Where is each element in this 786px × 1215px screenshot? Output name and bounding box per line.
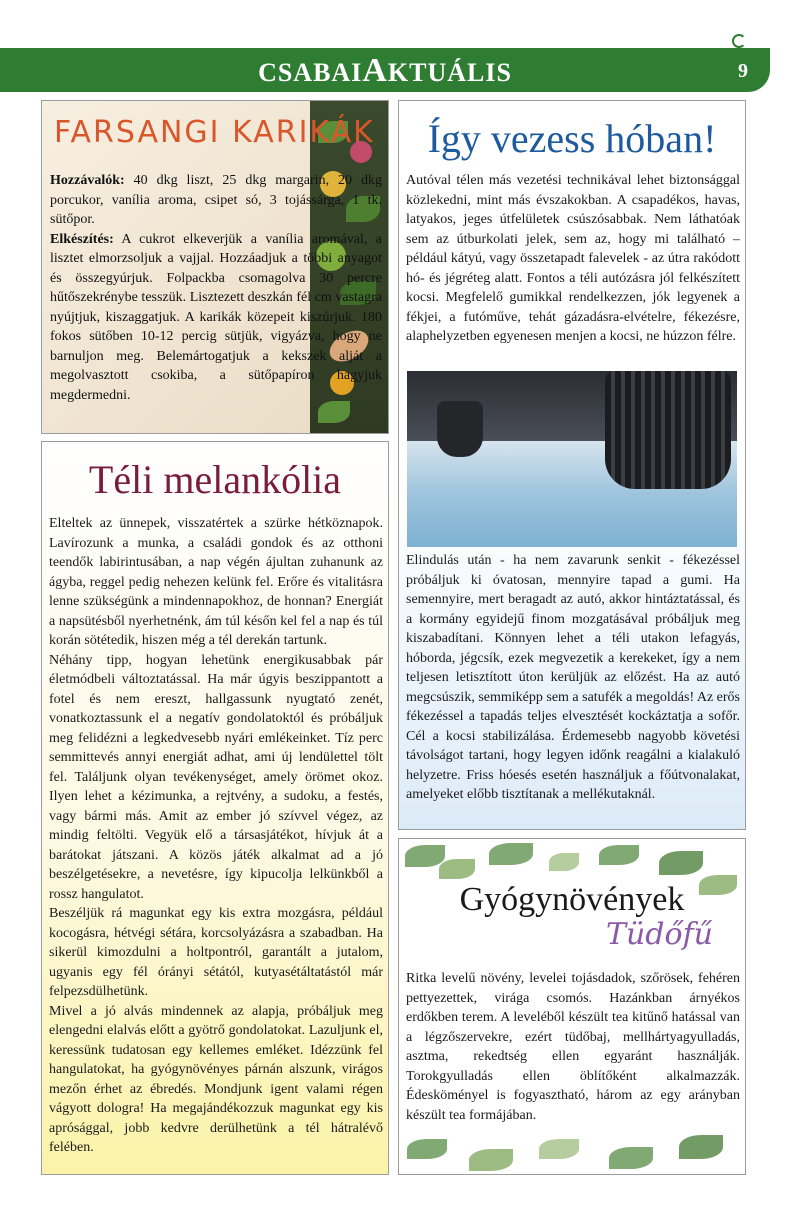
teli-paragraph: Mivel a jó alvás mindennek az alapja, próbáljuk meg elengedni elalvás előtt a gyötrő gondolatokat. Lazuljunk el, keressünk tudatosan egy kellemes emléket. Idézzünk fel hangulatokat, ha gyógynövényes párnán alszunk, virágos mezőn érhet az ébredés. Mondjunk igent valami régen vágyott dologra! Ha megajándékozzuk magunkat egy kis aprósággal, jobb kedvre derülhetünk a tél hátralévő felében. <box>49 1003 383 1155</box>
preparation-label: Elkészítés: <box>50 231 114 247</box>
title-part-1: CSABAI <box>258 58 363 87</box>
leaf-decoration <box>439 859 475 879</box>
vezess-text-1: Autóval télen más vezetési technikával lehet biztonsággal közlekedni, mint más évszakokban. A csapadékos, havas, latyakos, jeges útfelületek csúszósabbak. Nem láthatóak sem az útburkolati jelek, sem az, hogy mi található – például kátyú, vagy összetapadt falevelek - az útra rakódott hó- és jégréteg alatt. Fontos a téli autózásra jól felkészített kocsi. Megfelelő gumikkal rendelkezzen, jók legyenek a fékjei, a futóműve, tehát gázadásra-elvételre, fékezésre, alaphelyzetben egyenesen menjen a kocsi, ne húzzon félre. <box>406 173 740 344</box>
leaf-decoration <box>679 1135 723 1159</box>
ingredients-label: Hozzávalók: <box>50 173 125 188</box>
winter-tire <box>605 371 731 489</box>
vezess-text-2: Elindulás után - ha nem zavarunk senkit - fékezéssel próbáljuk ki óvatosan, mennyire tapad a gumi. Ha semennyire, mert beragadt az autó, akkor hintáztatással, és a kormány egyidejű finom mozgatásával próbáljuk meg kiszabadítani. Könnyen lehet a téli utakon lefagyás, hóborda, jégcsík, ezek megvezetik a kerekeket, így a nem teljesen letisztított úton kerüljük az előzést. Ha az autó megcsúszik, semmiképp sem a satufék a megoldás! Az erős fékezéssel a tapadás teljes elvesztését kockáztatja a sofőr. Cél a kocsi stabilizálása. Érdemesebb nagyobb követési távolságot tartani, hogy legyen időnk reagálni a kialakuló helyzetre. Friss hóesés esetén használjuk a főútvonalakat, amelyeket előbb tisztítanak a mellékutaknál. <box>406 553 740 802</box>
car-on-ice-image <box>407 371 737 547</box>
recipe-box <box>41 100 389 434</box>
swirl-icon <box>732 34 746 48</box>
leaf-decoration <box>405 845 445 867</box>
leaf-decoration <box>469 1149 513 1171</box>
title-part-3: KTUÁLIS <box>387 58 512 87</box>
vezess-hoban-box <box>398 100 746 830</box>
rear-tire <box>437 401 483 457</box>
teli-body <box>49 514 383 1158</box>
page-number: 9 <box>738 60 748 82</box>
recipe-title: FARSANGI KARIKÁK <box>54 115 375 150</box>
gyogy-subtitle: Tüdőfű <box>605 917 713 952</box>
leaf-decoration <box>539 1139 579 1159</box>
gyogy-body: Ritka levelű növény, levelei tojásdadok, szőrösek, fehéren pettyezettek, virága csomós. Hazánkban árnyékos erdőkben terem. A leveléből készült tea kitűnő hatással van a légzőszervekre, ezért tüdőbaj, mellhártyagyulladás, asztma, rekedtség ellen egyaránt használják. Torokgyulladás ellen öblítőként alkalmazzák. Édesköményel is fogyasztható, három az egy arányban készült tea formájában. <box>406 971 740 1123</box>
gyogynovenyek-box <box>398 838 746 1175</box>
leaf-decoration <box>659 851 703 875</box>
gyogy-title: Gyógynövények <box>459 881 685 918</box>
teli-paragraph: Néhány tipp, hogyan lehetünk energikusabbak pár életmódbeli változtatással. Ha már úgyis beszippantott a fotel és nem ereszt, hallgassunk nyugtató zenét, vonatkoztassunk el a negatív gondolatoktól és próbáljuk meg felidézni a legkedvesebb nyári emlékeinket. Tíz perc semmittevés annyi energiát adhat, ami új lendülettel tölt fel. Találjunk olyan tevékenységet, amely örömet okoz. Ilyen lehet a kézimunka, a rejtvény, a sudoku, a festés, vagy bármi más. Amit az ember jó szívvel végez, az mindig feltölti. Vegyük elő a társasjátékot, hívjuk át a barátokat játszani. A közös játék alkalmat ad a jó beszélgetésekre, a nevetésre, így kipucolja lelkünkből a rossz hangulatot. <box>49 652 383 902</box>
preparation-text: A cukrot elkeverjük a vanília aromával, a lisztet elmorzsoljuk a vajjal. Hozzáadjuk a többi anyagot és összegyúrjuk. Folpackba csomagolva 30 percre hűtőszekrénybe tesszük. Lisztezett deszkán fél cm vastagra nyújtjuk, kiszaggatjuk. A karikák közepeit kiszúrjuk. 180 fokos sütőben 10-12 percig sütjük, vigyázva, hogy ne barnuljon meg. Belemártogatjuk a kekszek alját a megolvasztott csokiba, a sütőpapíron hagyjuk megdermedni. <box>50 231 382 403</box>
teli-paragraph: Beszéljük rá magunkat egy kis extra mozgásra, például kocogásra, hétvégi sétára, korcsolyázásra a szabadban. Ha sikerül kimozdulni a holtpontról, garantált a jutalom, ugyanis egy fél órányi sétától, kutyasétáltatástól már felpezsdülhetünk. <box>49 906 383 999</box>
teli-paragraph: Elteltek az ünnepek, visszatértek a szürke hétköznapok. Lavírozunk a munka, a családi gondok és az otthoni teendők labirintusában, a nap végén ájultan zuhanunk az ágyba, reggel pedig nehezen kelünk fel. Erőre és vitalitásra lenne szükségünk a mindennapokhoz, de honnan? Energiát a napsütésből nyerhetnénk, ám túl későn kel fel a nap és túl korán sötétedik, hiszen még a tél derekán tartunk. <box>49 516 383 648</box>
teli-melankolia-box <box>41 441 389 1175</box>
magazine-title <box>0 52 770 90</box>
ingredients-text: 40 dkg liszt, 25 dkg margarin, 20 dkg porcukor, vanília aroma, csipet só, 3 tojássárga, 1 tk. sütőpor. <box>50 173 382 227</box>
recipe-text <box>50 171 382 405</box>
vezess-title: Így vezess hóban! <box>427 116 717 161</box>
leaf-decoration <box>609 1147 653 1169</box>
leaf-decoration <box>599 845 639 865</box>
title-part-2: A <box>362 52 388 89</box>
leaf-decoration <box>489 843 533 865</box>
teli-title: Téli melankólia <box>88 457 342 502</box>
leaf-decoration <box>549 853 579 871</box>
leaf-decoration <box>407 1139 447 1159</box>
